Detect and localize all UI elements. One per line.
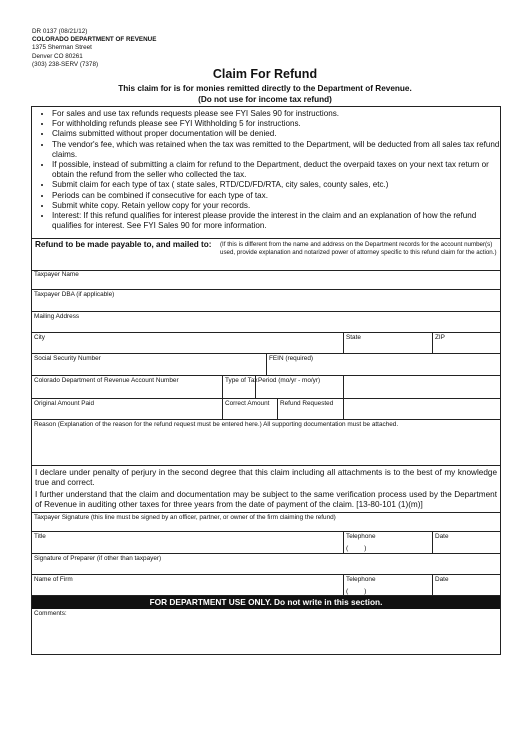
department-name: COLORADO DEPARTMENT OF REVENUE: [32, 36, 157, 44]
subtitle-monies: This claim for is for monies remitted directly to the Department of Revenue.: [118, 84, 412, 93]
mailing-address-field[interactable]: [32, 312, 500, 333]
instruction-item: • For withholding refunds please see FYI Withholding 5 for instructions.: [52, 119, 500, 129]
type-of-tax-field[interactable]: [223, 376, 256, 398]
account-number-field[interactable]: [32, 376, 223, 398]
period-blank[interactable]: [344, 376, 500, 398]
title-label: Title: [34, 533, 46, 540]
form-number: DR 0137 (08/21/12): [32, 28, 88, 35]
original-amount-label: Original Amount Paid: [34, 400, 95, 407]
instructions-box: [32, 107, 500, 239]
payable-note: (If this is different from the name and address on the Department records for the account number(s) used, provide explanation and notarized power of attorney specific to this refund claim for the action.): [220, 241, 497, 257]
state-field[interactable]: [344, 333, 433, 353]
form-header: [32, 28, 156, 69]
firm-name-label: Name of Firm: [34, 576, 73, 583]
taxpayer-dba-field[interactable]: [32, 290, 500, 312]
original-amount-field[interactable]: [32, 399, 223, 419]
instructions-list: [32, 109, 500, 231]
taxpayer-name-label: Taxpayer Name: [34, 271, 79, 278]
correct-amount-field[interactable]: [223, 399, 278, 419]
city-state-zip-row: [32, 333, 500, 354]
city-state-zip: Denver CO 80261: [32, 52, 83, 60]
instruction-item: • If possible, instead of submitting a claim for refund to the Department, deduct the overpaid taxes on your next tax return or obtain the refund from the seller who collected the tax.: [52, 160, 500, 180]
taxpayer-name-field[interactable]: [32, 270, 500, 290]
declaration-perjury: I declare under penalty of perjury in the second degree that this claim including all attachments is to the best of my knowledge true and correct.: [35, 468, 497, 487]
telephone-field[interactable]: [344, 532, 433, 553]
refund-requested-field[interactable]: [278, 399, 344, 419]
page-title: Claim For Refund: [212, 67, 318, 81]
correct-amount-label: Correct Amount: [225, 400, 270, 407]
firm-name-field[interactable]: [32, 575, 344, 595]
comments-field[interactable]: [32, 609, 500, 653]
preparer-telephone-label: Telephone: [346, 576, 376, 583]
account-number-label: Colorado Department of Revenue Account Number: [34, 377, 179, 384]
city-label: City: [34, 334, 46, 341]
preparer-date-field[interactable]: [433, 575, 500, 595]
taxpayer-dba-label: Taxpayer DBA (if applicable): [34, 291, 115, 298]
reason-label: Reason (Explanation of the reason for the refund request must be entered here.) All supporting documentation must be attached.: [34, 421, 399, 428]
city-field[interactable]: [32, 333, 344, 353]
instruction-item: • Submit claim for each type of tax ( state sales, RTD/CD/FD/RTA, city sales, county sales, etc.): [52, 180, 500, 190]
taxpayer-signature-field[interactable]: [32, 513, 500, 532]
ssn-fein-row: [32, 354, 500, 376]
payable-section: [32, 238, 500, 271]
subtitle-income-tax: (Do not use for income tax refund): [198, 95, 332, 104]
comments-label: Comments:: [34, 610, 67, 617]
account-tax-period-row: [32, 376, 500, 399]
instruction-item: • Interest: If this refund qualifies for interest please provide the interest in the claim and an explanation of how the refund qualifies for interest. See FYI Sales 90 for more information.: [52, 211, 500, 231]
preparer-date-label: Date: [435, 576, 449, 583]
telephone-label: Telephone: [346, 533, 376, 540]
state-label: State: [346, 334, 361, 341]
amount-blank[interactable]: [344, 399, 500, 419]
instruction-item: • Submit white copy. Retain yellow copy for your records.: [52, 201, 500, 211]
declaration-verification: I further understand that the claim and documentation may be subject to the same verification process used by the Department of Revenue in auditing other taxes for three years from the date of payment of the claim. [13-80-101 (1)(m)]: [35, 490, 497, 509]
title-phone-date-row: [32, 532, 500, 554]
telephone-parens: ( ): [346, 545, 367, 552]
department-use-banner: FOR DEPARTMENT USE ONLY. Do not write in this section.: [32, 596, 500, 609]
ssn-label: Social Security Number: [34, 355, 101, 362]
street-address: 1375 Sherman Street: [32, 44, 92, 52]
title-field[interactable]: [32, 532, 344, 553]
phone-number: (303) 238-SERV (7378): [32, 60, 99, 68]
payable-label: Refund to be made payable to, and mailed to:: [35, 240, 212, 249]
preparer-signature-label: Signature of Preparer (if other than taxpayer): [34, 555, 162, 562]
amount-row: [32, 399, 500, 420]
period-label: Period (mo/yr - mo/yr): [258, 377, 321, 384]
fein-field[interactable]: [267, 354, 500, 375]
instruction-item: • Periods can be combined if consecutive for each type of tax.: [52, 191, 500, 201]
date-field[interactable]: [433, 532, 500, 553]
ssn-field[interactable]: [32, 354, 267, 375]
mailing-address-label: Mailing Address: [34, 313, 80, 320]
preparer-telephone-parens: ( ): [346, 588, 367, 595]
refund-requested-label: Refund Requested: [280, 400, 334, 407]
instruction-item: • Claims submitted without proper documentation will be denied.: [52, 129, 500, 139]
declaration-section: [32, 466, 500, 513]
type-of-tax-label: Type of Tax: [225, 377, 258, 384]
claim-form: [31, 106, 501, 655]
zip-field[interactable]: [433, 333, 500, 353]
preparer-telephone-field[interactable]: [344, 575, 433, 595]
instruction-item: • For sales and use tax refunds requests please see FYI Sales 90 for instructions.: [52, 109, 500, 119]
reason-field[interactable]: [32, 420, 500, 466]
zip-label: ZIP: [435, 334, 445, 341]
instruction-item: • The vendor's fee, which was retained when the tax was remitted to the Department, will be deducted from all sales tax refund claims.: [52, 140, 500, 160]
taxpayer-signature-label: Taxpayer Signature (this line must be signed by an officer, partner, or owner of the firm claiming the refund): [34, 514, 336, 521]
preparer-signature-field[interactable]: [32, 554, 500, 575]
date-label: Date: [435, 533, 449, 540]
period-field[interactable]: [256, 376, 344, 398]
fein-label: FEIN (required): [269, 355, 314, 362]
firm-phone-date-row: [32, 575, 500, 596]
